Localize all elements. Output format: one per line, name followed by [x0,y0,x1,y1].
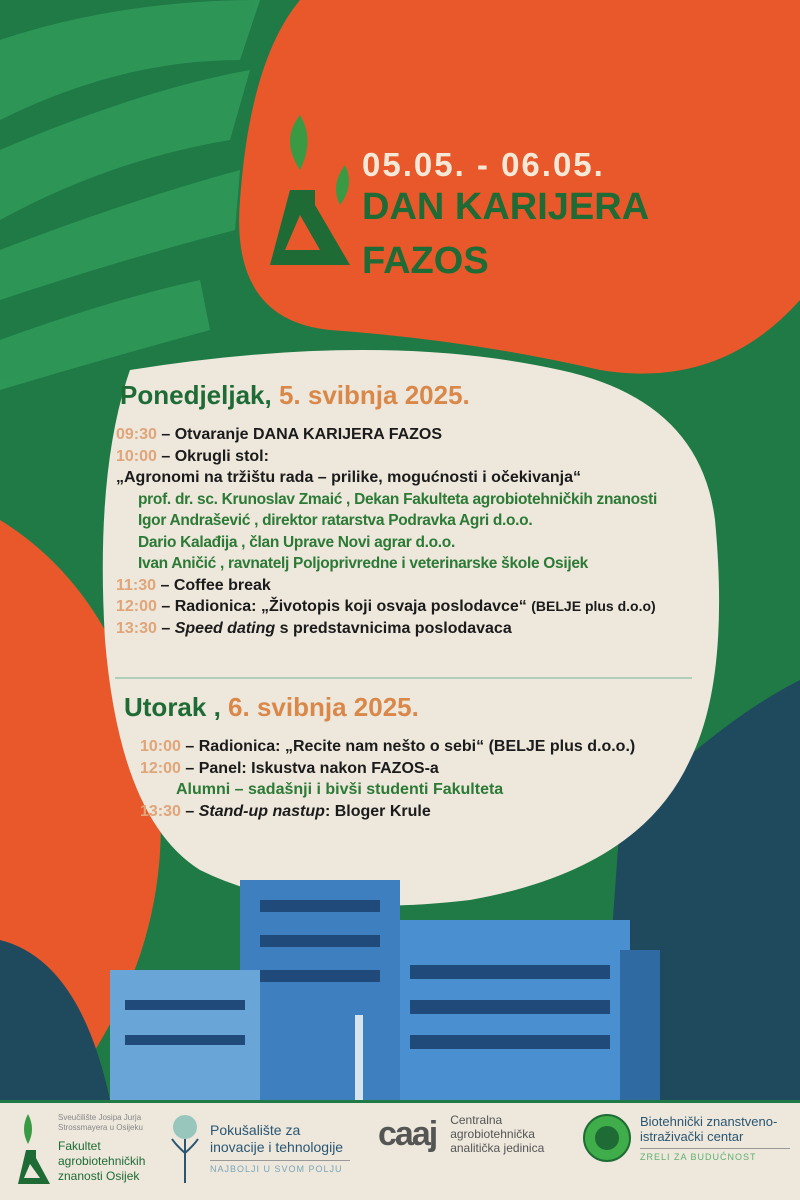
schedule-item: 13:30 – Speed dating s predstavnicima poslodavaca [116,619,512,637]
partner-logos-footer [0,1103,800,1200]
schedule-item: 13:30 – Stand-up nastup: Bloger Krule [140,802,431,820]
schedule-item: 09:30 – Otvaranje DANA KARIJERA FAZOS [116,426,443,443]
event-title-fazos: FAZOS [362,240,489,282]
panelist: Dario Kalađija , član Uprave Novi agrar d.o.o. [138,533,455,551]
day1-heading: Ponedjeljak, 5. svibnja 2025. [120,380,470,410]
caaj-logo: caaj Centralna agrobiotehnička analitička jedinica [378,1113,545,1155]
pokusaliste-logo: Pokušalište za inovacije i tehnologije NAJBOLJI U SVOM POLJU [168,1113,350,1183]
panelist: Ivan Aničić , ravnatelj Poljoprivredne i veterinarske škole Osijek [138,555,589,572]
schedule-item: 12:00 – Radionica: „Životopis koji osvaja poslodavce“ (BELJE plus d.o.o) [116,598,656,615]
schedule-item: 11:30 – Coffee break [116,576,271,594]
bzic-logo: Biotehnički znanstveno-istraživački centar ZRELI ZA BUDUĆNOST [582,1113,790,1163]
tree-icon [168,1113,202,1183]
day2-heading: Utorak , 6. svibnja 2025. [124,692,419,722]
panelist: Igor Andrašević , direktor ratarstva Podravka Agri d.o.o. [138,512,533,529]
schedule-item: 12:00 – Panel: Iskustva nakon FAZOS-a [140,759,439,777]
fazos-flask-icon [18,1114,50,1184]
event-title: DAN KARIJERA [362,186,650,228]
panel-subtitle: Alumni – sadašnji i bivši studenti Fakulteta [176,781,504,798]
day2-schedule [140,736,635,822]
fazos-footer-logo: Sveučilište Josipa Jurja Strossmayera u Osijeku Fakultet agrobiotehničkih znanosti Osijek [18,1113,148,1184]
schedule-item: 10:00 – Okrugli stol: [116,447,269,465]
event-dates: 05.05. - 06.05. [362,146,605,183]
panelist: prof. dr. sc. Krunoslav Zmaić , Dekan Fakulteta agrobiotehničkih znanosti [138,490,657,508]
day1-schedule [116,424,657,639]
caaj-wordmark: caaj [378,1114,437,1153]
schedule-item: 10:00 – Radionica: „Recite nam nešto o sebi“ (BELJE plus d.o.o.) [140,738,636,755]
round-table-topic: „Agronomi na tržištu rada – prilike, mogućnosti i očekivanja“ [116,469,581,486]
bzic-circle-icon [582,1113,632,1163]
